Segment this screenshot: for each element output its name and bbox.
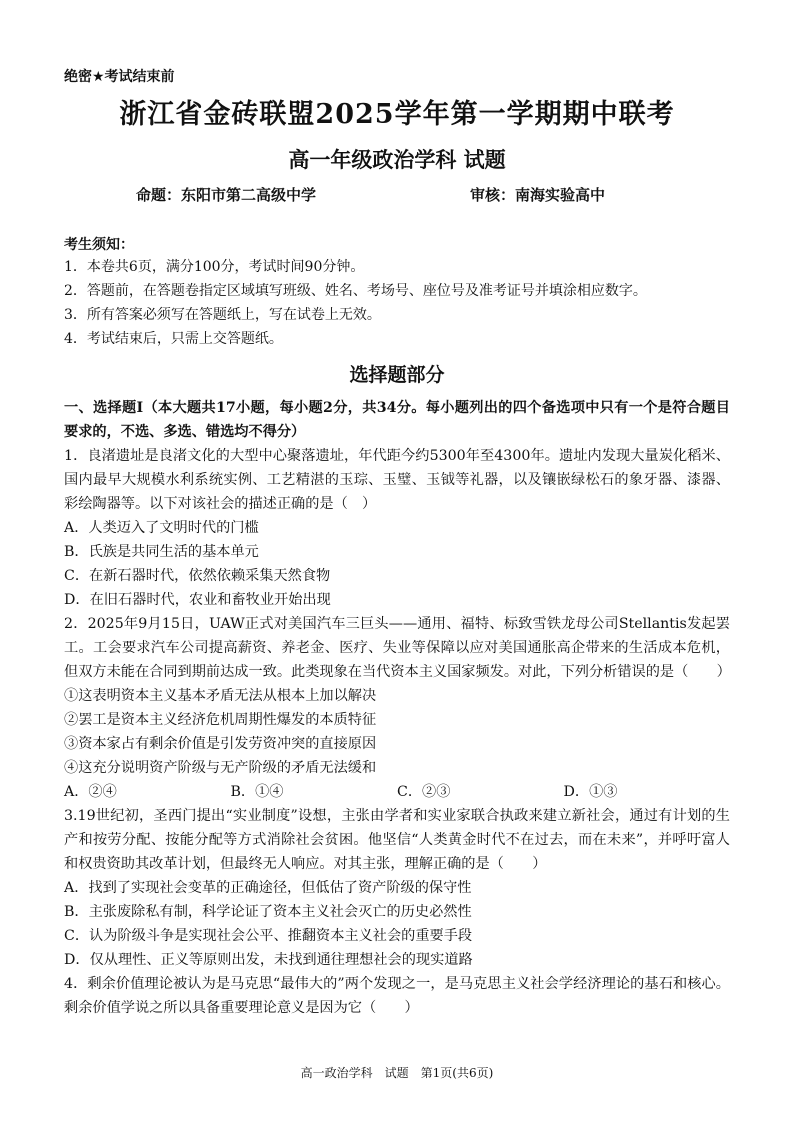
question-2-statement-2: ②罢工是资本主义经济危机周期性爆发的本质特征 (64, 712, 377, 728)
question-2-option-d: D．①③ (563, 784, 618, 800)
question-1-stem: 1．良渚遗址是良渚文化的大型中心聚落遗址，年代距今约5300年至4300年。遗址内发现大量炭化稻米、国内最早大规模水利系统实例、工艺精湛的玉琮、玉璧、玉钺等礼器，以及镶嵌绿松石的象牙器、漆器、彩绘陶器等。以下对该社会的描述正确的是（ ） (64, 448, 730, 512)
confidential-label: 绝密★考试结束前 (64, 69, 175, 85)
question-1-option-b: B．氏族是共同生活的基本单元 (64, 544, 259, 560)
exam-subtitle: 高一年级政治学科 试题 (288, 147, 506, 172)
question-3-option-b: B．主张废除私有制，科学论证了资本主义社会灭亡的历史必然性 (64, 904, 472, 920)
question-2-options (64, 780, 730, 804)
question-2-option-c: C．②③ (397, 784, 451, 800)
question-1-option-d: D．在旧石器时代，农业和畜牧业开始出现 (64, 592, 331, 608)
question-3-option-c: C．认为阶级斗争是实现社会公平、推翻资本主义社会的重要手段 (64, 928, 473, 944)
section-title: 选择题部分 (349, 364, 445, 386)
question-2-stem: 2．2025年9月15日，UAW正式对美国汽车三巨头——通用、福特、标致雪铁龙母公司Stellantis发起罢工。工会要求汽车公司提高薪资、养老金、医疗、失业等保障以应对美国通胀高企带来的生活成本危机，但双方未能在合同到期前达成一致。此类现象在当代资本主义国家频发。对此，下列分析错误的是（ ） (64, 616, 731, 680)
question-3-stem: 3.19世纪初，圣西门提出“实业制度”设想，主张由学者和实业家联合执政来建立新社会，通过有计划的生产和按劳分配、按能分配等方式消除社会贫困。他坚信“人类黄金时代不在过去，而在未来”，并呼吁富人和权贵资助其改革计划，但最终无人响应。对其主张，理解正确的是（ ） (64, 808, 730, 872)
question-2-statement-3: ③资本家占有剩余价值是引发劳资冲突的直接原因 (64, 736, 377, 752)
question-3-option-a: A．找到了实现社会变革的正确途径，但低估了资产阶级的保守性 (64, 880, 472, 896)
question-4-stem: 4．剩余价值理论被认为是马克思“最伟大的”两个发现之一，是马克思主义社会学经济理论的基石和核心。剩余价值学说之所以具备重要理论意义是因为它（ ） (64, 976, 730, 1016)
question-1-option-a: A．人类迈入了文明时代的门槛 (64, 520, 259, 536)
question-2-statement-4: ④这充分说明资产阶级与无产阶级的矛盾无法缓和 (64, 760, 377, 776)
question-1-option-c: C．在新石器时代，依然依赖采集天然食物 (64, 568, 331, 584)
question-2-option-a: A．②④ (64, 784, 117, 800)
question-3-option-d: D．仅从理性、正义等原则出发，未找到通往理想社会的现实道路 (64, 952, 473, 968)
question-area (64, 396, 730, 1020)
question-2-statement-1: ①这表明资本主义基本矛盾无法从根本上加以解决 (64, 688, 377, 704)
question-maker: 命题：东阳市第二高级中学 (136, 186, 317, 204)
question-reviewer: 审核：南海实验高中 (470, 186, 606, 204)
page-footer: 高一政治学科 试题 第1页(共6页) (300, 1066, 494, 1080)
question-2-option-b: B．①④ (230, 784, 284, 800)
exam-title: 浙江省金砖联盟2025学年第一学期期中联考 (119, 99, 675, 130)
notice-item: 4．考试结束后，只需上交答题纸。 (64, 331, 283, 347)
notice-item: 3．所有答案必须写在答题纸上，写在试卷上无效。 (64, 307, 381, 323)
notice-item: 2．答题前，在答题卷指定区域填写班级、姓名、考场号、座位号及准考证号并填涂相应数字。 (64, 283, 647, 299)
section-instruction: 一、选择题Ⅰ（本大题共17小题，每小题2分，共34分。每小题列出的四个备选项中只有一个是符合题目要求的，不选、多选、错选均不得分） (64, 400, 730, 440)
notice-item: 1．本卷共6页，满分100分，考试时间90分钟。 (64, 259, 365, 275)
notice-heading: 考生须知： (64, 237, 134, 253)
